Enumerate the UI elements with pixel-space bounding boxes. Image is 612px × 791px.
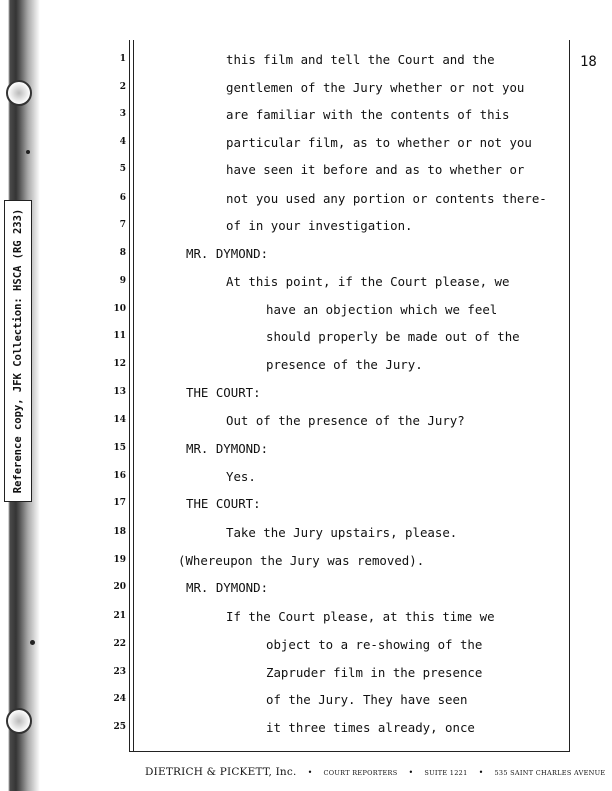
line-number: 13 bbox=[113, 387, 126, 397]
footer-address: 535 SAINT CHARLES AVENUE bbox=[494, 769, 606, 777]
line-number: 10 bbox=[113, 304, 126, 314]
footer-firm: DIETRICH & PICKETT, Inc. bbox=[145, 766, 297, 778]
transcript-line: have seen it before and as to whether or bbox=[226, 162, 525, 177]
transcript-line: Zapruder film in the presence bbox=[266, 665, 483, 680]
line-number: 14 bbox=[113, 415, 126, 425]
line-number: 3 bbox=[119, 109, 126, 119]
line-number: 8 bbox=[119, 248, 126, 258]
line-number: 7 bbox=[119, 220, 126, 230]
reference-stamp bbox=[4, 200, 32, 502]
transcript-line: object to a re-showing of the bbox=[266, 637, 483, 652]
line-number: 24 bbox=[113, 694, 126, 704]
transcript-line: presence of the Jury. bbox=[266, 357, 423, 372]
page-number: 18 bbox=[580, 54, 597, 70]
margin-rule-right bbox=[569, 40, 570, 752]
transcript-line: Out of the presence of the Jury? bbox=[226, 413, 465, 428]
transcript-line: If the Court please, at this time we bbox=[226, 609, 495, 624]
speaker-label: THE COURT: bbox=[186, 496, 261, 511]
line-number: 11 bbox=[113, 331, 126, 341]
speaker-label: MR. DYMOND: bbox=[186, 441, 269, 456]
scan-speck bbox=[26, 150, 30, 154]
line-number: 19 bbox=[113, 555, 126, 565]
transcript-line: of in your investigation. bbox=[226, 218, 413, 233]
transcript-line: Take the Jury upstairs, please. bbox=[226, 525, 458, 540]
scan-speck bbox=[30, 640, 35, 645]
reporter-footer bbox=[145, 760, 605, 779]
line-number: 2 bbox=[119, 82, 126, 92]
line-number: 23 bbox=[113, 667, 126, 677]
line-number: 4 bbox=[119, 137, 126, 147]
line-number: 5 bbox=[119, 164, 126, 174]
line-number: 16 bbox=[113, 471, 126, 481]
footer-separator: • bbox=[307, 768, 313, 777]
speaker-label: MR. DYMOND: bbox=[186, 580, 269, 595]
transcript-line: are familiar with the contents of this bbox=[226, 107, 510, 122]
transcript-line: of the Jury. They have seen bbox=[266, 692, 468, 707]
line-number: 25 bbox=[113, 722, 126, 732]
transcript-line: should properly be made out of the bbox=[266, 329, 520, 344]
punch-hole-mark bbox=[6, 708, 32, 734]
speaker-label: THE COURT: bbox=[186, 385, 261, 400]
margin-rule-left-inner bbox=[133, 40, 134, 752]
margin-rule-left bbox=[129, 40, 130, 752]
line-number: 22 bbox=[113, 639, 126, 649]
transcript-line: this film and tell the Court and the bbox=[226, 52, 495, 67]
transcript-line: particular film, as to whether or not you bbox=[226, 135, 532, 150]
line-number: 17 bbox=[113, 498, 126, 508]
line-number: 12 bbox=[113, 359, 126, 369]
line-number: 21 bbox=[113, 611, 126, 621]
footer-separator: • bbox=[408, 768, 414, 777]
transcript-line: not you used any portion or contents there- bbox=[226, 191, 547, 206]
line-number: 1 bbox=[119, 54, 126, 64]
line-number: 20 bbox=[113, 582, 126, 592]
transcript-line: have an objection which we feel bbox=[266, 302, 498, 317]
line-number: 6 bbox=[119, 193, 126, 203]
margin-rule-bottom bbox=[129, 751, 570, 752]
transcript-line: gentlemen of the Jury whether or not you bbox=[226, 80, 525, 95]
footer-separator: • bbox=[478, 768, 484, 777]
speaker-label: MR. DYMOND: bbox=[186, 246, 269, 261]
transcript-line: (Whereupon the Jury was removed). bbox=[178, 553, 425, 568]
reference-stamp-text: Reference copy, JFK Collection: HSCA (RG 233) bbox=[12, 208, 24, 494]
line-number: 9 bbox=[119, 276, 126, 286]
punch-hole-mark bbox=[6, 80, 32, 106]
line-number: 15 bbox=[113, 443, 126, 453]
line-number: 18 bbox=[113, 527, 126, 537]
transcript-line: At this point, if the Court please, we bbox=[226, 274, 510, 289]
footer-suite: SUITE 1221 bbox=[424, 769, 468, 777]
footer-role: COURT REPORTERS bbox=[323, 769, 398, 777]
transcript-line: Yes. bbox=[226, 469, 256, 484]
transcript-line: it three times already, once bbox=[266, 720, 475, 735]
